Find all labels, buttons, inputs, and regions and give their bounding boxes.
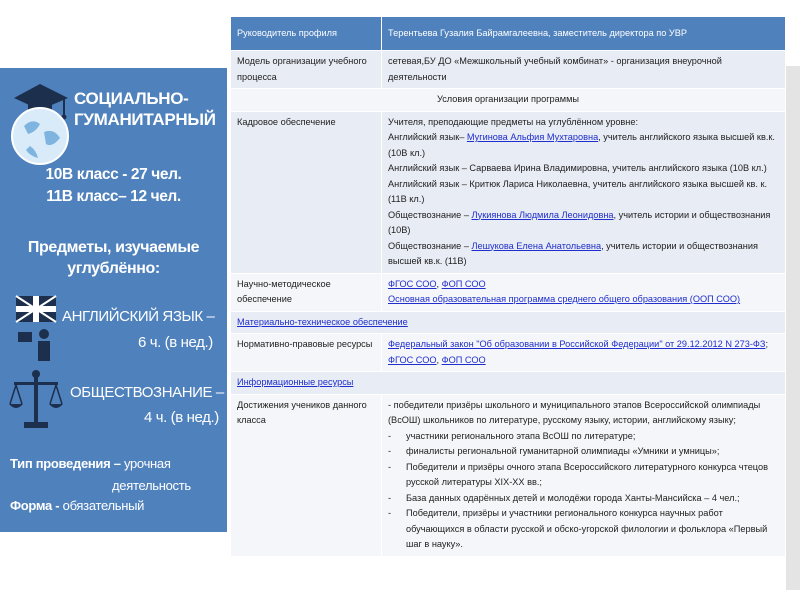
staff-item: Обществознание – Лешукова Елена Анатольевна, учитель истории и обществознания высшей кв.к. (11В) [388, 240, 758, 266]
list-item: - финалисты региональной гуманитарной олимпиады «Умники и умницы»; [388, 444, 779, 460]
material-link[interactable]: Материально-техническое обеспечение [237, 316, 408, 327]
fop-link[interactable]: ФОП СОО [441, 278, 486, 289]
fgos-link[interactable]: ФГОС СОО [388, 354, 437, 365]
table-row [231, 17, 786, 51]
ach-intro: - победители призёры школьного и муниципального этапов Всероссийской олимпиады (ВсОШ) школьников по литературе, русскому языку, истории, английскому языку; [388, 399, 761, 425]
list-item: - База данных одарённых детей и молодёжи города Ханты-Мансийска – 4 чел.; [388, 491, 779, 507]
subject1-name: АНГЛИЙСКИЙ ЯЗЫК – [62, 308, 215, 325]
method-value: ФГОС СОО, ФОП СОО Основная образовательная программа среднего общего образования (ООП СОО) [382, 273, 786, 311]
staff-item: Обществознание – Лукиянова Людмила Леонидовна, учитель истории и обществознания (10В) [388, 209, 771, 235]
fgos-link[interactable]: ФГОС СОО [388, 278, 437, 289]
table-row [231, 273, 786, 311]
scales-icon [8, 368, 64, 432]
law-link[interactable]: Федеральный закон "Об образовании в Российской Федерации" от 29.12.2012 N 273-ФЗ [388, 339, 766, 349]
table-row [231, 89, 786, 112]
table-row [231, 111, 786, 273]
model-value: сетевая,БУ ДО «Межшкольный учебный комбинат» - организация внеурочной деятельности [382, 51, 786, 89]
lesson-type-cont: деятельность [112, 478, 191, 493]
shadow-strip [786, 66, 800, 590]
staff-value [382, 111, 786, 273]
table-row [231, 51, 786, 89]
table-row [231, 394, 786, 556]
teacher-link[interactable]: Лукиянова Людмила Леонидовна [471, 209, 614, 220]
subject2-hours: 4 ч. (в нед.) [144, 409, 219, 426]
profile-panel [0, 68, 227, 532]
material-cell [231, 311, 786, 334]
head-value: Терентьева Гузалия Байрамгалеевна, заместитель директора по УВР [382, 17, 786, 51]
class-11-count: 11В класс– 12 чел. [46, 188, 181, 205]
teacher-link[interactable]: Лешукова Елена Анатольевна [471, 240, 602, 251]
model-label: Модель организации учебного процесса [231, 51, 382, 89]
list-item: - участники регионального этапа ВсОШ по литературе; [388, 429, 779, 445]
table-row [231, 372, 786, 395]
fop-link[interactable]: ФОП СОО [441, 354, 486, 365]
list-item: - Победители, призёры и участники регионального конкурса научных работ обучающихся в области русской и обско-угорской филологии и фольклора «Первый шаг в науку». [388, 506, 779, 553]
subject2-name: ОБЩЕСТВОЗНАНИЕ – [70, 384, 224, 401]
staff-item: Английский язык – Критюк Лариса Николаевна, учитель английского языка высшей кв. к. (11В кл.) [388, 178, 768, 204]
table-row [231, 334, 786, 372]
staff-label: Кадровое обеспечение [231, 111, 382, 273]
subjects-heading: Предметы, изучаемые углублённо: [27, 239, 200, 277]
teacher-uk-flag-icon [14, 294, 58, 364]
profile-title: СОЦИАЛЬНО-ГУМАНИТАРНЫЙ [74, 89, 216, 129]
profile-info-table [230, 16, 786, 557]
ach-label: Достижения учеников данного класса [231, 394, 382, 556]
lesson-type: Тип проведения – урочная [10, 456, 171, 471]
ach-value [382, 394, 786, 556]
graduation-cap-globe-icon [6, 76, 72, 168]
legal-value: Федеральный закон "Об образовании в Российской Федерации" от 29.12.2012 N 273-ФЗ; ФГОС СОО, ФОП СОО [382, 334, 786, 372]
staff-intro: Учителя, преподающие предметы на углублённом уровне: [388, 116, 639, 127]
subject1-hours: 6 ч. (в нед.) [138, 334, 213, 351]
oop-link[interactable]: Основная образовательная программа среднего общего образования (ООП СОО) [388, 294, 741, 304]
table-row [231, 311, 786, 334]
list-item: - Победители и призёры очного этапа Всероссийского литературного конкурса чтецов русской литературы XIX-XX вв.; [388, 460, 779, 491]
info-resources-link[interactable]: Информационные ресурсы [237, 377, 354, 387]
teacher-link[interactable]: Мугинова Альфия Мухтаровна [466, 132, 599, 142]
staff-item: Английский язык– Мугинова Альфия Мухтаровна, учитель английского языка высшей кв.к. (10В кл.) [388, 132, 775, 158]
class-10-count: 10В класс - 27 чел. [45, 166, 182, 183]
lesson-form: Форма - обязательный [10, 498, 145, 513]
head-label: Руководитель профиля [231, 17, 382, 51]
method-label: Научно-методическое обеспечение [231, 273, 382, 311]
info-cell [231, 372, 786, 395]
legal-label: Нормативно-правовые ресурсы [231, 334, 382, 372]
staff-item: Английский язык – Сарваева Ирина Владимировна, учитель английского языка (10В кл.) [388, 163, 767, 173]
conditions-title: Условия организации программы [231, 89, 786, 112]
